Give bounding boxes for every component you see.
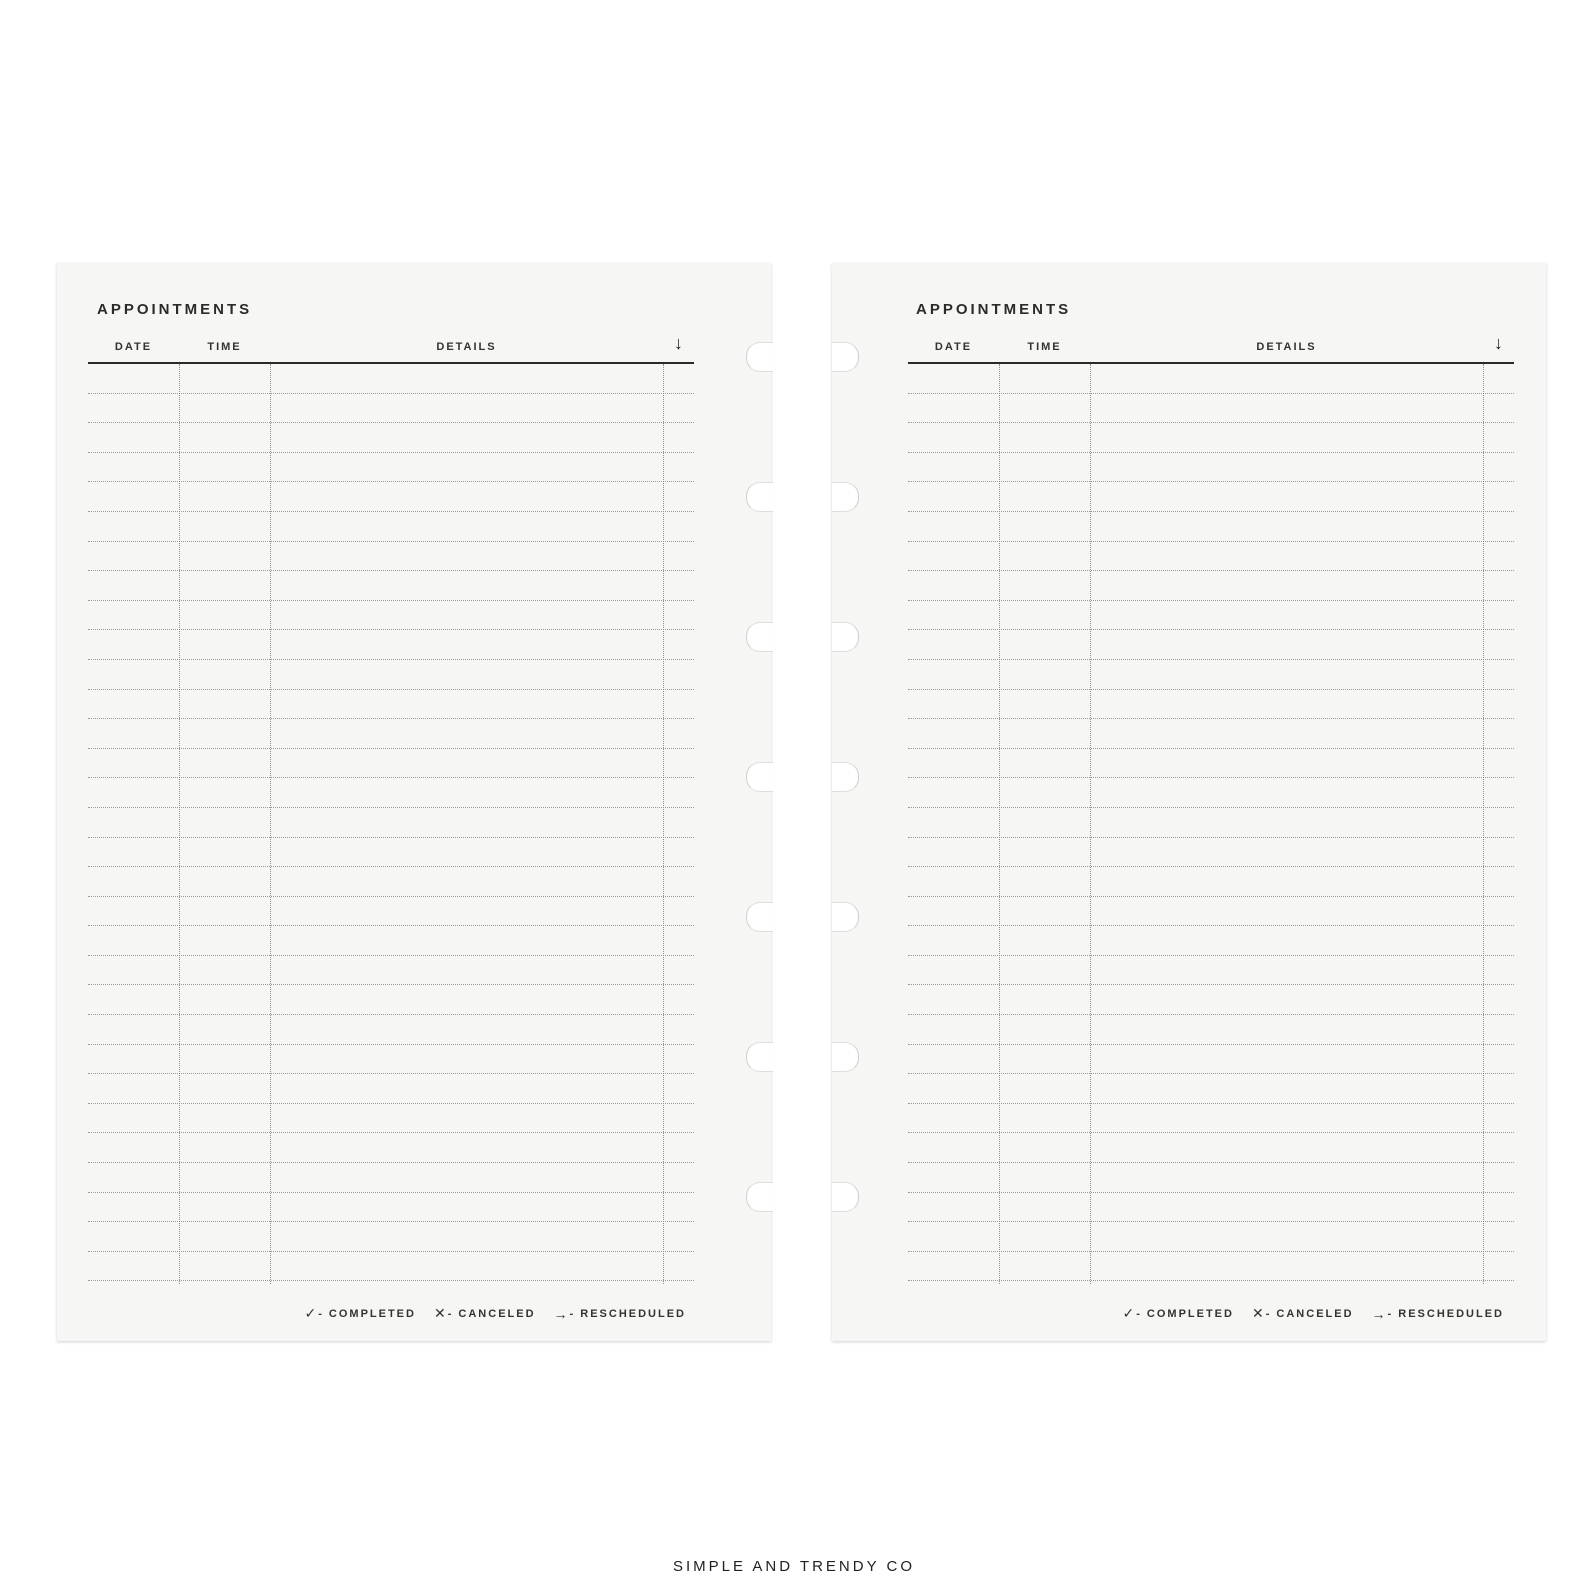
binder-notch bbox=[832, 1182, 859, 1212]
status-legend bbox=[1122, 1305, 1504, 1322]
column-header-time: TIME bbox=[207, 341, 242, 353]
binder-notch bbox=[832, 902, 859, 932]
binder-notch bbox=[746, 902, 773, 932]
column-divider bbox=[663, 364, 664, 1284]
legend-label: - RESCHEDULED bbox=[1387, 1307, 1504, 1320]
legend-completed bbox=[304, 1305, 416, 1322]
binder-notch bbox=[832, 762, 859, 792]
legend-label: - CANCELED bbox=[1265, 1307, 1354, 1320]
column-header-details: DETAILS bbox=[1256, 341, 1317, 353]
binder-notch bbox=[832, 1042, 859, 1072]
appointments-table bbox=[88, 331, 694, 1336]
binder-notch bbox=[746, 482, 773, 512]
column-divider bbox=[999, 364, 1000, 1284]
legend-canceled bbox=[434, 1305, 536, 1322]
binder-notch bbox=[746, 1042, 773, 1072]
legend-rescheduled bbox=[1372, 1305, 1504, 1322]
legend-label: - COMPLETED bbox=[1136, 1307, 1234, 1320]
legend-label: - COMPLETED bbox=[318, 1307, 416, 1320]
legend-label: - CANCELED bbox=[447, 1307, 536, 1320]
binder-notch bbox=[832, 622, 859, 652]
planner-page-left bbox=[57, 263, 771, 1341]
column-divider bbox=[270, 364, 271, 1284]
column-header-date: DATE bbox=[934, 341, 973, 353]
column-header-time: TIME bbox=[1027, 341, 1062, 353]
x-icon: ✕ bbox=[1251, 1305, 1264, 1321]
legend-rescheduled bbox=[554, 1305, 686, 1322]
x-icon: ✕ bbox=[433, 1305, 446, 1321]
page-title: APPOINTMENTS bbox=[916, 301, 1072, 318]
binder-notch bbox=[832, 342, 859, 372]
arrow-right-icon: → bbox=[1371, 1305, 1386, 1322]
arrow-down-icon: ↓ bbox=[674, 333, 683, 353]
arrow-right-icon: → bbox=[553, 1305, 568, 1322]
status-legend bbox=[304, 1305, 686, 1322]
binder-notch bbox=[746, 342, 773, 372]
legend-label: - RESCHEDULED bbox=[569, 1307, 686, 1320]
binder-notch bbox=[832, 482, 859, 512]
column-header-date: DATE bbox=[114, 341, 153, 353]
planner-page-right bbox=[832, 263, 1546, 1341]
arrow-down-icon: ↓ bbox=[1494, 333, 1503, 353]
check-icon: ✓ bbox=[304, 1305, 317, 1321]
binder-notch bbox=[746, 622, 773, 652]
column-header-details: DETAILS bbox=[436, 341, 497, 353]
legend-completed bbox=[1122, 1305, 1234, 1322]
brand-name: SIMPLE AND TRENDY CO bbox=[673, 1558, 915, 1575]
column-divider bbox=[1090, 364, 1091, 1284]
binder-notch bbox=[746, 1182, 773, 1212]
legend-canceled bbox=[1252, 1305, 1354, 1322]
check-icon: ✓ bbox=[1122, 1305, 1135, 1321]
binder-notch bbox=[746, 762, 773, 792]
column-divider bbox=[1483, 364, 1484, 1284]
column-divider bbox=[179, 364, 180, 1284]
appointments-table bbox=[908, 331, 1514, 1336]
page-title: APPOINTMENTS bbox=[97, 301, 253, 318]
